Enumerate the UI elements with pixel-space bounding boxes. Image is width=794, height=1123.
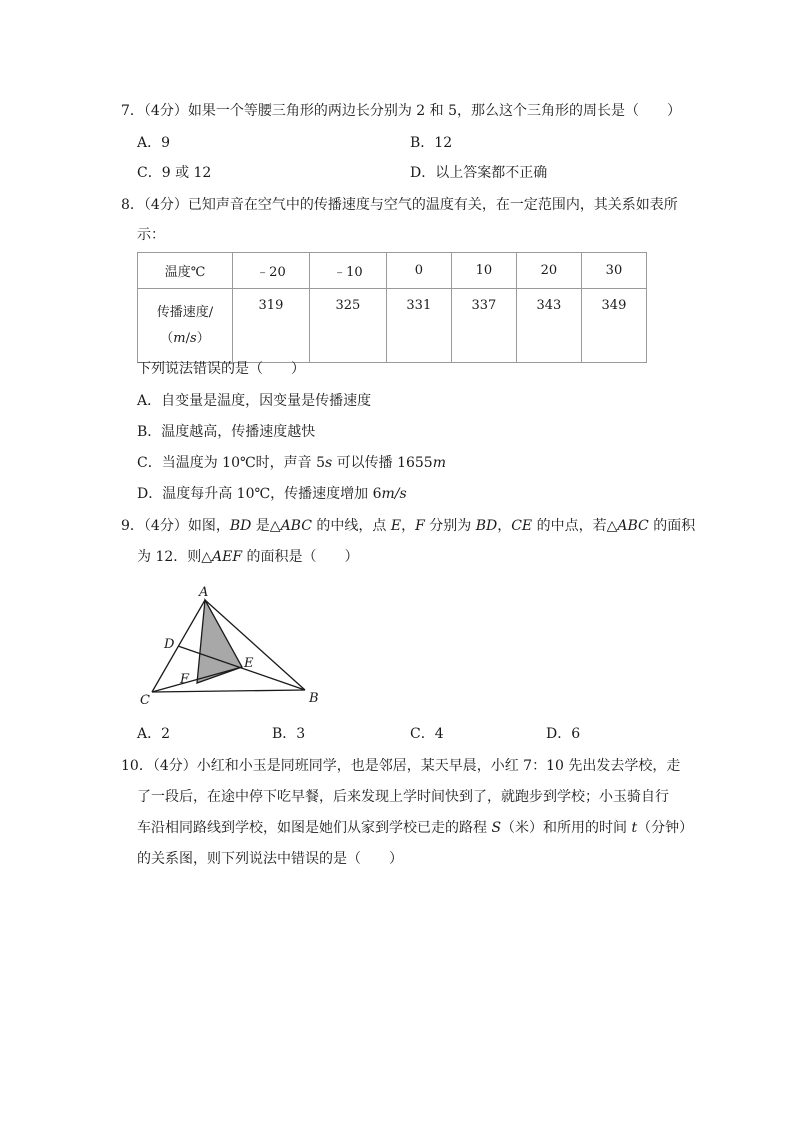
q9-option-d: D．6 — [546, 726, 581, 742]
table-cell: 331 — [386, 289, 451, 363]
table-row — [138, 253, 647, 289]
unit-m-per-s: m/s — [381, 486, 407, 502]
table-cell: 0 — [386, 253, 451, 289]
math-var: t — [631, 820, 638, 836]
text: （分钟） — [637, 820, 694, 836]
q8-option-d-text: D．温度每升高 10℃，传播速度增加 6 — [137, 486, 382, 502]
q9-option-a: A．2 — [137, 726, 171, 742]
text: 的面积 — [648, 518, 696, 534]
text: 分别为 — [424, 518, 476, 534]
q9-option-b: B．3 — [272, 726, 306, 742]
table-cell: 10 — [451, 253, 516, 289]
q8-stem-line1: 8．（4分）已知声音在空气中的传播速度与空气的温度有关，在一定范围内，其关系如表所 — [121, 197, 678, 213]
table-cell: 337 — [451, 289, 516, 363]
math-var: E — [390, 518, 402, 534]
math-var: BD — [229, 518, 252, 534]
math-var: AEF — [212, 549, 243, 565]
math-var: ABC — [617, 518, 649, 534]
table-cell: ﹣10 — [309, 253, 386, 289]
q8-option-b: B．温度越高，传播速度越快 — [137, 424, 316, 440]
unit-s: s — [325, 455, 333, 471]
table-cell: ﹣20 — [233, 253, 310, 289]
segment-cb — [152, 690, 305, 692]
q8-stem-line2: 示： — [137, 227, 165, 243]
q8-prompt: 下列说法错误的是（ ） — [137, 361, 305, 377]
q8-option-c-text: C．当温度为 10℃时，声音 5 — [137, 455, 325, 471]
q7-option-d: D．以上答案都不正确 — [410, 165, 548, 181]
math-var: F — [415, 518, 425, 534]
speed-header-unit-s: s — [190, 330, 197, 346]
label-e: E — [244, 656, 254, 671]
label-b: B — [309, 691, 319, 706]
math-var: S — [491, 820, 502, 836]
text: 的面积是（ ） — [242, 549, 359, 565]
math-var: BD — [475, 518, 498, 534]
table-cell: 343 — [516, 289, 581, 363]
q10-stem-line2: 了一段后，在途中停下吃早餐，后来发现上学时间快到了，就跑步到学校；小玉骑自行 — [137, 789, 669, 805]
text: ， — [497, 518, 512, 534]
table-cell: 319 — [233, 289, 310, 363]
text: （米）和所用的时间 — [501, 820, 632, 836]
unit-m: m — [432, 455, 446, 471]
triangle-figure — [130, 580, 330, 710]
speed-header-label: 传播速度/ — [156, 304, 214, 320]
math-var: CE — [511, 518, 533, 534]
q10-stem-line4: 的关系图，则下列说法中错误的是（ ） — [137, 851, 403, 867]
speed-header-slash: / — [185, 330, 191, 346]
q7-option-a: A．9 — [137, 135, 171, 151]
table-row — [138, 289, 647, 363]
speed-header-paren-open: （ — [160, 330, 174, 346]
q8-option-a: A．自变量是温度，因变量是传播速度 — [137, 393, 372, 409]
text: 为 12．则△ — [137, 549, 213, 565]
text: 是△ — [251, 518, 281, 534]
q10-stem-line3 — [137, 819, 693, 837]
q8-option-c — [137, 454, 446, 472]
q10-stem-line1: 10．（4分）小红和小玉是同班同学，也是邻居，某天早晨，小红 7：10 先出发去学校，走 — [121, 758, 681, 774]
table-cell: 30 — [581, 253, 646, 289]
label-d: D — [164, 637, 175, 652]
q8-option-c-text-mid: 可以传播 1655 — [332, 455, 433, 471]
table-cell: 20 — [516, 253, 581, 289]
table-cell: 349 — [581, 289, 646, 363]
q8-option-d — [137, 485, 407, 503]
q9-stem-line2 — [137, 548, 359, 566]
speed-header-paren-close: ） — [196, 330, 210, 346]
text: 9．（4分）如图， — [121, 518, 230, 534]
label-a: A — [199, 585, 209, 600]
text: 的中线，点 — [311, 518, 391, 534]
text: ， — [401, 518, 416, 534]
table-cell: 325 — [309, 289, 386, 363]
label-c: C — [140, 693, 150, 708]
speed-header-unit-m: m — [173, 330, 186, 346]
temperature-speed-table — [137, 252, 647, 363]
q7-option-c: C．9 或 12 — [137, 165, 212, 181]
table-header-temperature: 温度℃ — [138, 253, 233, 289]
table-header-speed — [138, 289, 233, 363]
segment-ce — [152, 667, 242, 692]
math-var: ABC — [280, 518, 312, 534]
q7-stem: 7．（4分）如果一个等腰三角形的两边长分别为 2 和 5，那么这个三角形的周长是（ ） — [121, 103, 681, 119]
label-f: F — [180, 672, 190, 687]
text: 车沿相同路线到学校，如图是她们从家到学校已走的路程 — [137, 820, 492, 836]
text: 的中点，若△ — [532, 518, 618, 534]
q9-option-c: C．4 — [410, 726, 444, 742]
q9-stem-line1 — [121, 517, 695, 535]
q7-option-b: B．12 — [410, 135, 453, 151]
